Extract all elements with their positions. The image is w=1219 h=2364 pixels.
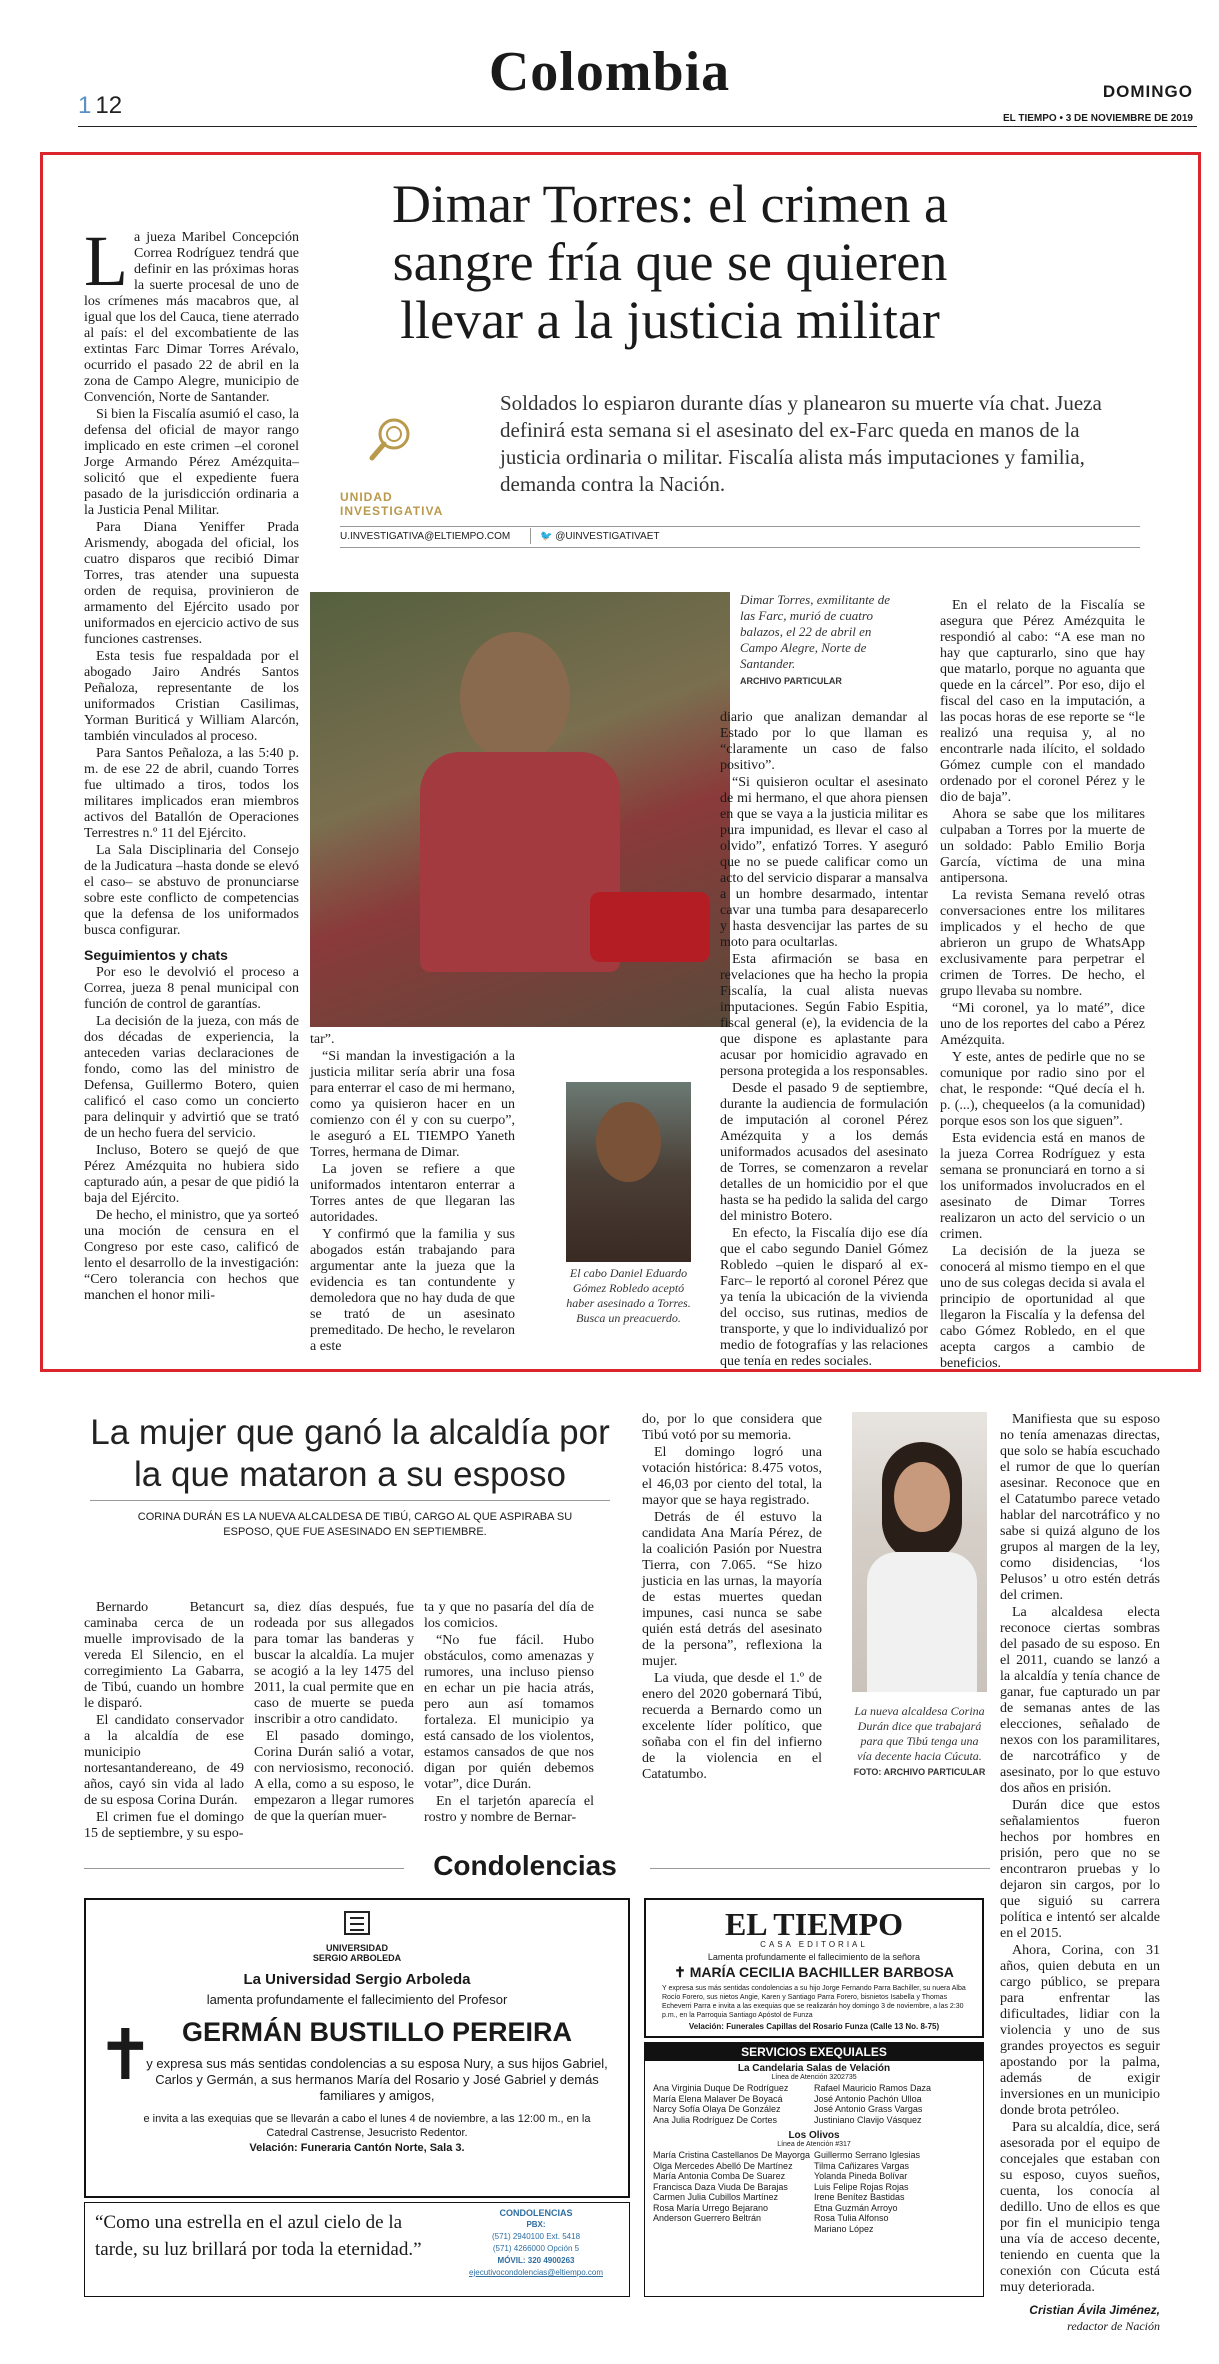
page-section-number: 1	[78, 92, 92, 119]
service-name: Rosa Tulia Alfonso	[814, 2213, 889, 2223]
masthead-date: EL TIEMPO • 3 DE NOVIEMBRE DE 2019	[1002, 113, 1193, 124]
sala1-left-col	[653, 2083, 814, 2125]
usa-lament: lamenta profundamente el fallecimiento del Profesor	[206, 1992, 508, 2007]
service-name: Rafael Mauricio Ramos Daza	[814, 2083, 932, 2093]
eltiempo-deceased	[646, 1964, 982, 1981]
service-name: Irene Benítez Bastidas	[814, 2192, 905, 2202]
lead-paragraph: La decisión de la jueza se conocerá al mismo tiempo en el que uno de sus colegas decida si avala el principio de oportunidad al que llegaron la Fiscalía y la defensa del cabo Gómez Robledo, en el que acepta cargos a cambio de beneficios.	[940, 1244, 1145, 1371]
contact-phone-2: (571) 4266000 Opción 5	[492, 2244, 580, 2253]
lead-paragraph: a jueza Maribel Concepción Correa Rodríguez tendrá que definir en las próximas horas la suerte procesal de uno de los crímenes más macabros que, al igual que los del Cauca, tiene aterrado al país: el del excombatiente de las extintas Farc Dimar Torres Arévalo, ocurrido el pasado 22 de abril en la zona de Campo Alegre, municipio de Convención, Norte de Santander.	[84, 230, 299, 405]
lead-paragraph: “Mi coronel, ya lo maté”, dice uno de los reportes del cabo a Pérez Amézquita.	[940, 1001, 1145, 1048]
lead-paragraph: Para Diana Yeniffer Prada Arismendy, abogada del oficial, los cuatro disparos que recibió Dimar Torres, tras atender una supuesta orden de requisa, provinieron de armamento del Ejército usado por uniformados en ejercicio activo de sus funciones castrenses.	[84, 520, 299, 647]
contact-head: CONDOLENCIAS	[499, 2208, 573, 2218]
condolence-ad-eltiempo	[644, 1898, 984, 2038]
corina-photo-shirt	[867, 1552, 977, 1692]
main-photo-caption-text: Dimar Torres, exmilitante de las Farc, murió de cuatro balazos, el 22 de abril en Campo Alegre, Norte de Santander.	[740, 592, 890, 671]
magnifier-icon	[366, 414, 416, 464]
second-paragraph: En el tarjetón aparecía el rostro y nombre de Bernar-	[424, 1794, 594, 1825]
page-number-value: 12	[95, 92, 123, 119]
byline-rule-bottom	[340, 547, 1140, 548]
usa-exequias: e invita a las exequias que se llevarán a cabo el lunes 4 de noviembre, a las 12:00 m., en la Catedral Castrense, Jesucristo Redentor.	[143, 2113, 591, 2139]
second-paragraph: Para su alcaldía, dice, será asesorada por el equipo de concejales que estaban con su esposo, cuyos sueños, cuenta, los conocía al dedillo. Uno de ellos es que por fin el municipio tenga una vía de acceso decente, teniendo en cuenta que la conexión con Cúcuta está muy deteriorada.	[1000, 2120, 1160, 2295]
lead-paragraph: diario que analizan demandar al Estado por lo que llaman es “claramente un caso de falso positivo”.	[720, 710, 928, 773]
service-name: Francisca Daza Viuda De Barajas	[653, 2181, 788, 2192]
service-name: José Antonio Pachón Ulloa	[814, 2093, 922, 2104]
second-paragraph: Detrás de él estuvo la candidata Ana María Pérez, de la coalición Pasión por Nuestra Tierra, con 7.065. “Se hizo justicia en las urnas, la mayoría de estas muertes quedan impunes, casi nunca se sabe quién está detrás del asesinato de la persona”, reflexiona la mujer.	[642, 1510, 822, 1669]
lead-paragraph: Desde el pasado 9 de septiembre, durante la audiencia de formulación de imputación al coronel Pérez Amézquita y a los demás uniformados acusados del asesinato de Torres, se comenzaron a revelar detalles de un homicidio por el que hasta se ha pedido la salida del cargo del ministro Botero.	[720, 1081, 928, 1224]
service-name: Ana Julia Rodríguez De Cortes	[653, 2114, 778, 2125]
lead-paragraph: Esta afirmación se basa en revelaciones que ha hecho la propia Fiscalía, la cual alista nuevas imputaciones. Según Fabio Espitia, fiscal general (e), la evidencia de la que dispone es aplastante para acusar por homicidio agravado en persona protegida a los responsables.	[720, 952, 928, 1079]
eltiempo-lament: Lamenta profundamente el fallecimiento de la señora	[707, 1952, 921, 1962]
lead-subhead: Seguimientos y chats	[84, 947, 228, 963]
contact-phone-1: (571) 2940100 Ext. 5418	[491, 2232, 581, 2241]
lead-paragraph: En el relato de la Fiscalía se asegura que Pérez Amézquita le respondió al cabo: “A ese man no hay que capturarlo, sino que hay que matarlo, porque no aguanta que quede en la cárcel”. Por eso, dijo el fiscal del caso en la imputación, a las pocas horas de ese reporte se “le realizó una requisa y, al no encontrarle nada ilícito, el soldado Gómez cumple con el mandado ordenado por el coronel Pérez y le dio de baja”.	[940, 598, 1145, 805]
byline-divider	[530, 528, 531, 544]
second-paragraph: El domingo logró una votación histórica: 8.475 votos, el 46,03 por ciento del total, la mayor que se haya registrado.	[642, 1445, 822, 1508]
lead-paragraph: En efecto, la Fiscalía dijo ese día que el cabo segundo Daniel Gómez Robledo –quien le disparó al ex-Farc– le reportó al coronel Pérez que ya tenía la ubicación de la vivienda del occiso, sus rutinas, medios de transporte, y que lo individualizó por medio de fotografías y las relaciones que tenía en redes sociales.	[720, 1226, 928, 1369]
usa-cross-icon: ✝	[96, 2018, 155, 2095]
second-paragraph: Manifiesta que su esposo no tenía amenazas directas, que solo se había escuchado el rumor de que lo querían asesinar. Reconoce que en el Catatumbo parece vetado hablar del narcotráfico y no sabe si quizá alguno de los grupos al margen de la ley, como disidencias, ‘los Pelusos’ u otro estén detrás del crimen.	[1000, 1412, 1160, 1603]
byline-unit: UNIDAD INVESTIGATIVA	[340, 490, 444, 518]
cabo-gomez-photo	[566, 1082, 691, 1262]
second-paragraph: sa, diez días después, fue rodeada por sus allegados para tomar las banderas y buscar la alcaldía. La mujer se acogió a la ley 1475 del 2011, la cual permite que en caso de muerte se pueda inscribir a otro candidato.	[254, 1600, 414, 1727]
main-photo-caption	[740, 592, 905, 689]
quote-text: “Como una estrella en el azul cielo de la tarde, su luz brillará por toda la eternidad.”	[95, 2212, 422, 2260]
service-name: María Antonia Comba De Suarez	[653, 2171, 786, 2181]
lead-dek: Soldados lo espiaron durante días y planearon su muerte vía chat. Jueza definirá esta semana si el asesinato del ex-Farc queda en manos de la justicia ordinaria o militar. Fiscalía alista más imputaciones y familia, demanda contra la Nación.	[500, 391, 1102, 496]
second-paragraph: El pasado domingo, Corina Durán salió a votar, con nerviosismo, reconoció. A ella, como a su esposo, le empezaron a llegar rumores de que la querían muer-	[254, 1729, 414, 1824]
service-name: Mariano López	[814, 2223, 874, 2234]
corina-photo-caption-text: La nueva alcaldesa Corina Durán dice que trabajará para que Tibú tenga una vía decente hacia Cúcuta.	[854, 1704, 985, 1763]
corina-photo-caption	[852, 1704, 987, 1780]
usa-org: La Universidad Sergio Arboleda	[243, 1971, 471, 1988]
lead-paragraph: La Sala Disciplinaria del Consejo de la Judicatura –hasta donde se elevó el caso– se abstuvo de pronunciarse sobre este conflicto de competencias que la defensa de los uniformados busca configurar.	[84, 843, 299, 938]
twitter-icon: 🐦	[540, 531, 553, 542]
second-paragraph: El candidato conservador a la alcaldía de ese municipio nortesantandereano, de 49 años, cayó sin vida al lado de su esposa Corina Durán.	[84, 1713, 244, 1808]
lead-paragraph: “Si quisieron ocultar el asesinato de mi hermano, el que ahora piensen en que se vaya a la justicia militar es pura impunidad, es llevar el caso al olvido”, enfatizó Torres. Y aseguró que no se puede calificar como un acto del servicio disparar a mansalva a un hombre desarmado, intentar cavar una tumba para desaparecerlo y hasta desvencijar las partes de su moto para ocultarlas.	[720, 775, 928, 950]
sala1-right-col	[814, 2083, 975, 2125]
lead-paragraph: Para Santos Peñaloza, a las 5:40 p. m. de ese 22 de abril, cuando Torres fue ultimado a tiros, todos los militares implicados eran miembros activos del Batallón de Operaciones Terrestres n.º 11 del Ejército.	[84, 746, 299, 841]
eltiempo-velacion: Velación: Funerales Capillas del Rosario Funza (Calle 13 No. 8-75)	[688, 2022, 940, 2031]
services-title: SERVICIOS EXEQUIALES	[645, 2043, 983, 2061]
lead-paragraph: Esta evidencia está en manos de la jueza Correa Rodríguez y esta semana se pronunciará en torno a si los uniformados involucrados en el asesinato de Dimar Torres realizaron un acto del servicio o un crimen.	[940, 1131, 1145, 1242]
service-name: Anderson Guerrero Beltrán	[653, 2213, 762, 2223]
lead-paragraph: “Si mandan la investigación a la justicia militar sería abrir una fosa para enterrar el caso de mi hermano, como ya quisieron hacer en un comienzo con él y con su cuerpo”, le aseguró a EL TIEMPO Yaneth Torres, hermana de Dimar.	[310, 1049, 515, 1160]
second-photo-caption: El cabo Daniel Eduardo Gómez Robledo aceptó haber asesinado a Torres. Busca un preacuerdo.	[566, 1266, 691, 1325]
university-crest-icon	[342, 1910, 372, 1938]
sala2-left-col	[653, 2150, 814, 2234]
service-name: Olga Mercedes Abelló De Martínez	[653, 2160, 793, 2171]
second-paragraph: “No fue fácil. Hubo obstáculos, como amenazas y rumores, una incluso pienso en echar un pie hacia atrás, pero aun así tomamos fortaleza. El municipio ya está cansado de los violentos, estamos cansados de que nos digan por quién debemos votar”, dice Durán.	[424, 1633, 594, 1792]
eltiempo-cross-icon: ✝	[674, 1964, 690, 1980]
condolence-ad-usa	[84, 1898, 630, 2198]
lead-paragraph: Si bien la Fiscalía asumió el caso, la defensa del oficial de mayor rango implicado en este crimen –el coronel Jorge Armando Pérez Amézquita– solicitó que el expediente fuera pasado de la jurisdicción ordinaria a la Justicia Penal Militar.	[84, 407, 299, 518]
header-rule	[78, 126, 1197, 127]
lead-paragraph: Por eso le devolvió el proceso a Correa, jueza 8 penal municipal con función de control de garantías.	[84, 965, 299, 1012]
second-paragraph: El crimen fue el domingo 15 de septiembre, y su espo-	[84, 1810, 244, 1841]
sala2-title: Los Olivos	[788, 2130, 840, 2141]
sala1-list	[645, 2081, 983, 2127]
usa-logo-text: UNIVERSIDAD SERGIO ARBOLEDA	[312, 1943, 402, 1963]
cabo-photo-face	[596, 1102, 661, 1182]
lead-paragraph: Ahora se sabe que los militares culpaban a Torres por la muerte de un soldado: Pablo Emilio Borja García, víctima de una mina antipersona.	[940, 807, 1145, 886]
byline-email[interactable]: U.INVESTIGATIVA@ELTIEMPO.COM	[340, 531, 511, 542]
sala2-right-col	[814, 2150, 975, 2234]
byline-rule-top	[340, 526, 1140, 527]
corina-photo-credit: FOTO: ARCHIVO PARTICULAR	[853, 1767, 986, 1777]
usa-deceased-name: GERMÁN BUSTILLO PEREIRA	[181, 2017, 572, 2047]
second-author-role: redactor de Nación	[1067, 2319, 1160, 2333]
second-paragraph: Bernardo Betancurt caminaba cerca de un muelle improvisado de la vereda El Silencio, en el corregimiento La Gabarra, de Tibú, cuando un hombre le disparó.	[84, 1600, 244, 1711]
second-column-3	[424, 1600, 594, 1827]
service-name: Rosa María Urrego Bejarano	[653, 2202, 769, 2213]
lead-paragraph: La revista Semana reveló otras conversaciones entre los militares implicados y el hecho de que abrieron un grupo de WhatsApp exclusivamente para perpetrar el crimen de Torres. De hecho, el grupo llevaba su nombre.	[940, 888, 1145, 999]
section-title: Colombia	[488, 41, 731, 103]
contact-mobile: MÓVIL: 320 4900263	[497, 2256, 575, 2265]
photo-figure-head	[460, 632, 570, 762]
lead-paragraph: Esta tesis fue respaldada por el abogado Jairo Andrés Santos Peñaloza, representante de los uniformados Cristian Casilimas, Yorman Buriticá y William Alarcón, también vinculados al proceso.	[84, 649, 299, 744]
dimar-torres-photo	[310, 592, 730, 1027]
lead-paragraph: De hecho, el ministro, que ya sorteó una moción de censura en el Congreso por este caso, calificó de lento el desarrollo de la investigación: “Cero tolerancia con hechos que manchen el honor mili-	[84, 1208, 299, 1303]
second-dek-rule	[90, 1500, 610, 1501]
contact-email[interactable]: ejecutivocondolencias@eltiempo.com	[469, 2268, 603, 2277]
service-name: Etna Guzmán Arroyo	[814, 2202, 898, 2213]
page-header	[0, 0, 1219, 130]
second-dek: CORINA DURÁN ES LA NUEVA ALCALDESA DE TIBÚ, CARGO AL QUE ASPIRABA SU ESPOSO, QUE FUE ASESINADO EN SEPTIEMBRE.	[137, 1511, 573, 1538]
service-name: Narcy Sofía Olaya De González	[653, 2104, 781, 2114]
lead-column-3	[720, 710, 928, 1371]
second-paragraph: La viuda, que desde el 1.º de enero del 2020 gobernará Tibú, recuerda a Bernardo como un excelente líder político, que soñaba con el fin del infierno de la violencia en el Catatumbo.	[642, 1671, 822, 1782]
eltiempo-sub: CASA EDITORIAL	[760, 1940, 868, 1949]
corina-duran-photo	[852, 1412, 987, 1692]
service-name: Ana Virginia Duque De Rodríguez	[653, 2083, 789, 2093]
second-author: Cristian Ávila Jiménez,	[1029, 2303, 1160, 2317]
photo-chair	[590, 892, 710, 962]
usa-velacion: Velación: Funeraria Cantón Norte, Sala 3.	[249, 2142, 465, 2154]
service-name: Justiniano Clavijo Vásquez	[814, 2114, 922, 2125]
lead-paragraph: La decisión de la jueza, con más de dos décadas de experiencia, la anteceden varias declaraciones de fondo, como las del ministro de Defensa, Guillermo Botero, quien calificó el caso como un concierto para delinquir y advirtió que se trató de un hecho fuera del servicio.	[84, 1014, 299, 1141]
second-column-4	[642, 1412, 822, 1784]
second-paragraph: ta y que no pasaría del día de los comicios.	[424, 1600, 594, 1631]
service-name: Tilma Cañizares Vargas	[814, 2160, 910, 2171]
contact-box	[451, 2207, 621, 2279]
eltiempo-deceased-name: MARÍA CECILIA BACHILLER BARBOSA	[689, 1964, 954, 1980]
service-name: Yolanda Pineda Bolívar	[814, 2171, 908, 2181]
eltiempo-body: Y expresa sus más sentidas condolencias a su hijo Jorge Fernando Parra Bachiller, su nuera Alba Rocío Forero, sus nietos Angie, Karen y Santiago Parra Forero, bisnietos Isabella y Thomas Echeverri Parra e invita a las exequias que se realizarán hoy domingo 3 de noviembre, a las 2:30 p.m., en la Parroquia Santiago Apóstol de Funza	[662, 1985, 966, 2019]
main-photo-credit: ARCHIVO PARTICULAR	[740, 676, 842, 686]
condolences-rule-right	[650, 1868, 990, 1869]
services-ad	[644, 2042, 984, 2297]
second-column-2	[254, 1600, 414, 1826]
second-paragraph: Ahora, Corina, con 31 años, quien debuta en un cargo público, se prepara para enfrentar las dificultades, lidiar con la violencia y uno de sus grandes proyectos es seguir apostando por la palma, además de exigir inversiones en un municipio donde brota petróleo.	[1000, 1943, 1160, 2118]
lead-paragraph: La joven se refiere a que uniformados intentaron enterrar a Torres antes de que llegaran las autoridades.	[310, 1162, 515, 1225]
condolences-rule-left	[84, 1868, 404, 1869]
sala1-title: La Candelaria Salas de Velación	[737, 2063, 891, 2074]
service-name: María Elena Malaver De Boyacá	[653, 2093, 783, 2104]
second-paragraph: do, por lo que considera que Tibú votó por su memoria.	[642, 1412, 822, 1443]
corina-photo-face	[894, 1462, 950, 1532]
sala1-line: Línea de Atención 3202735	[771, 2074, 857, 2081]
lead-title: Dimar Torres: el crimen a sangre fría que se quieren llevar a la justicia militar	[391, 174, 948, 350]
second-column-5	[1000, 1412, 1160, 2334]
usa-body: y expresa sus más sentidas condolencias a su esposa Nury, a sus hijos Gabriel, Carlos y Germán, a sus hermanos María del Rosario y José Gabriel y demás familiares y amigos,	[146, 2056, 608, 2103]
lead-column-2	[310, 1032, 515, 1356]
investigation-icon	[366, 414, 416, 464]
sala2-line: Línea de Atención #317	[777, 2141, 851, 2148]
sala2-list	[645, 2148, 983, 2236]
lead-column-4	[940, 598, 1145, 1373]
lead-paragraph: Y confirmó que la familia y sus abogados están trabajando para argumentar ante la jueza que la evidencia es tan contundente y demoledora que no hay duda de que se trató de un asesinato premeditado. De hecho, le revelaron a este	[310, 1227, 515, 1354]
condolences-title: Condolencias	[433, 1850, 617, 1881]
lead-paragraph: Incluso, Botero se quejó de que Pérez Amézquita no hubiera sido capturado aún, a pesar de que pidió la baja del Ejército.	[84, 1143, 299, 1206]
lead-paragraph: tar”.	[310, 1032, 335, 1047]
service-name: José Antonio Grass Vargas	[814, 2104, 923, 2114]
eltiempo-brand: EL TIEMPO	[724, 1906, 904, 1942]
condolence-quote-ad	[84, 2202, 630, 2297]
lead-paragraph: Y este, antes de pedirle que no se comunique por radio sino por el chat, le responde: “Qué decía el h. p. (...), chequeelos (a la comunidad) porque esos son los que siguen”.	[940, 1050, 1145, 1129]
byline-twitter-handle: @UINVESTIGATIVAET	[555, 531, 660, 542]
second-paragraph: Durán dice que estos señalamientos fueron hechos por hombres en prisión, pero que no se encontraron pruebas y lo dejaron sin cargos, por lo que siguió su carrera política e intentó ser alcalde en el 2015.	[1000, 1798, 1160, 1941]
weekday: DOMINGO	[1102, 82, 1193, 101]
contact-pbx: PBX:	[526, 2220, 546, 2229]
byline-twitter[interactable]	[540, 531, 659, 542]
lead-column-1	[84, 221, 299, 1305]
service-name: María Cristina Castellanos De Mayorga	[653, 2150, 811, 2160]
second-title: La mujer que ganó la alcaldía por la que mataron a su esposo	[90, 1413, 610, 1494]
service-name: Guillermo Serrano Iglesias	[814, 2150, 921, 2160]
second-column-1	[84, 1600, 244, 1843]
service-name: Luis Felipe Rojas Rojas	[814, 2181, 909, 2192]
service-name: Carmen Julia Cubillos Martínez	[653, 2192, 779, 2202]
second-author-block	[1000, 2302, 1160, 2334]
second-paragraph: La alcaldesa electa reconoce ciertas sombras del pasado de su esposo. En el 2011, cuando se lanzó a la alcaldía y tenía chance de ganar, fue capturado un par de semanas antes de las elecciones, señalado de nexos con los paramilitares, de narcotráfico y de asesinato, por lo que estuvo dos años en prisión.	[1000, 1605, 1160, 1796]
drop-cap: L	[84, 221, 128, 301]
